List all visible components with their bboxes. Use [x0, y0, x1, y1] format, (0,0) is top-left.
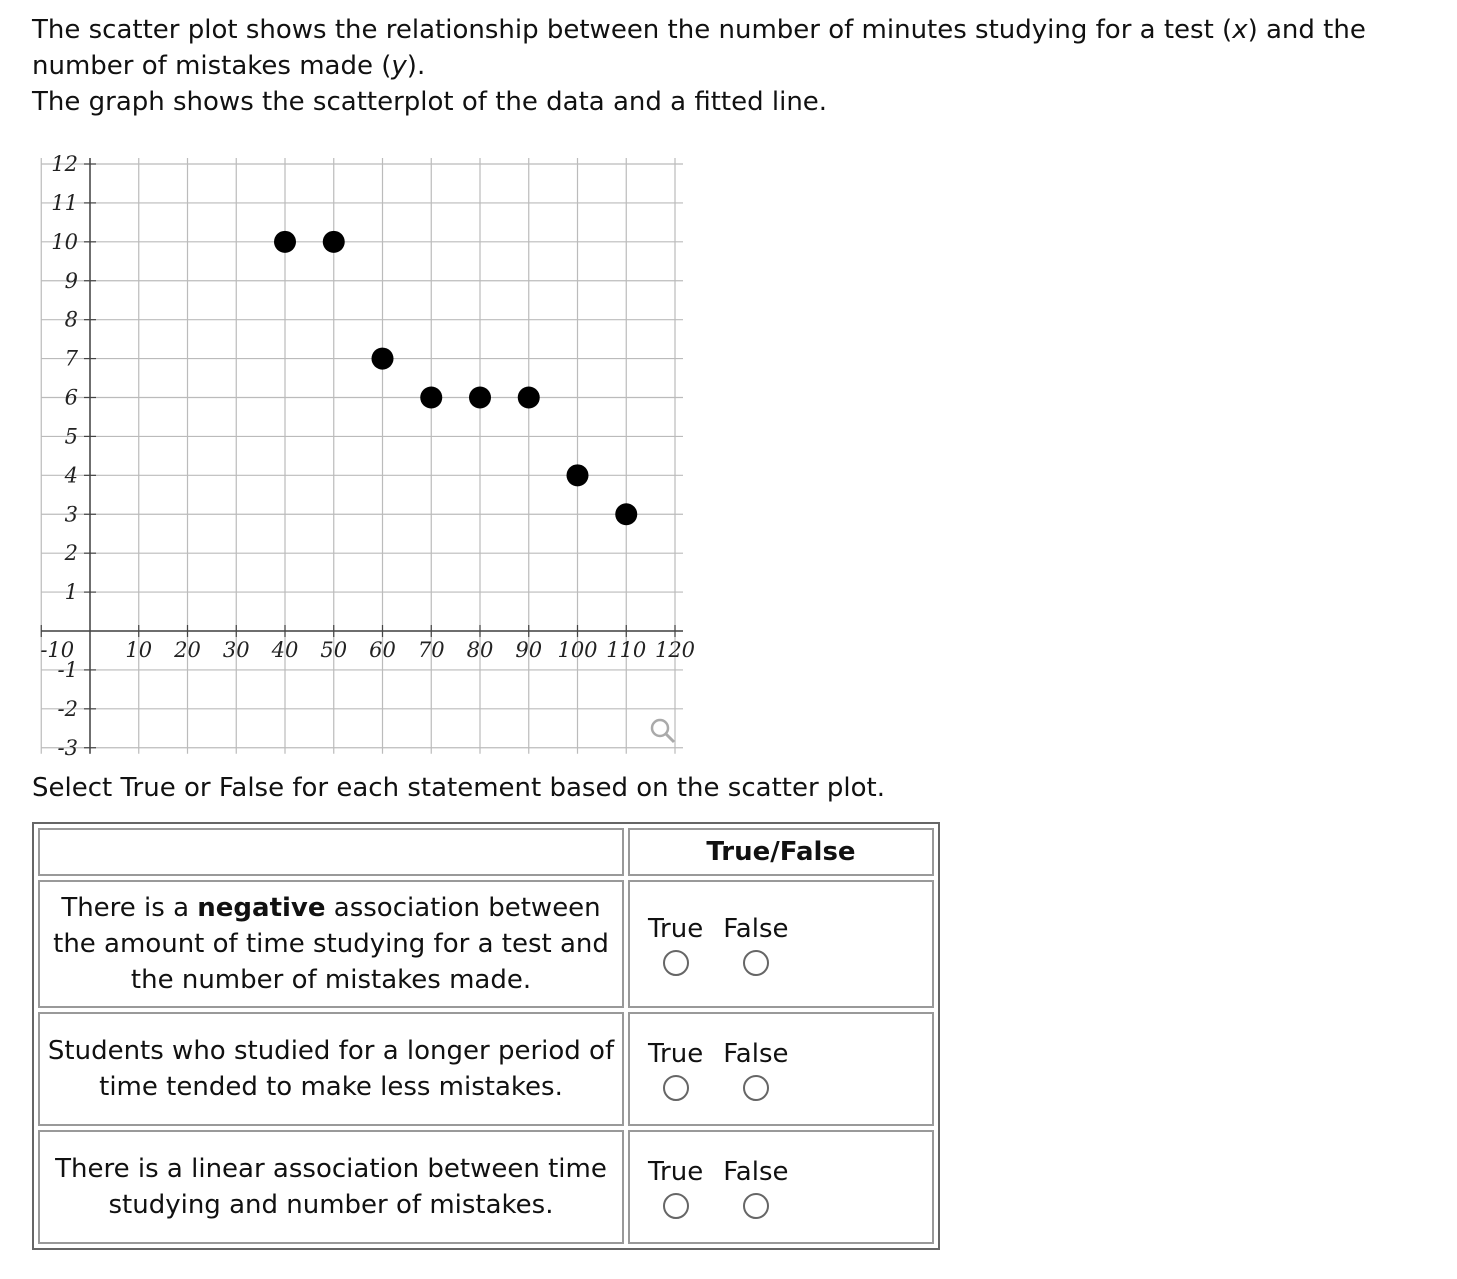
magnifier-icon[interactable]	[652, 720, 674, 742]
y-tick-label: -1	[57, 657, 78, 682]
x-tick-label: 50	[320, 638, 348, 662]
choices-2	[628, 1012, 934, 1126]
x-tick-label: 20	[174, 638, 201, 662]
y-tick-label: 7	[64, 346, 78, 371]
statement-1-false-option[interactable]: False	[723, 912, 788, 976]
statement-3-true-option[interactable]: True	[648, 1155, 703, 1219]
x-tick-label: 40	[271, 638, 299, 662]
data-point	[615, 503, 637, 525]
y-tick-label: 5	[64, 424, 78, 449]
choices-1	[628, 880, 934, 1008]
table-header-true-false: True/False	[628, 828, 934, 876]
x-tick-label: -10	[40, 638, 75, 662]
x-tick-label: 80	[466, 638, 494, 662]
y-tick-label: 11	[51, 190, 78, 215]
data-point	[518, 387, 540, 409]
data-point	[469, 387, 491, 409]
x-tick-label: 10	[125, 638, 153, 662]
x-tick-label: 120	[654, 638, 696, 662]
data-point	[372, 348, 394, 370]
data-point	[567, 464, 589, 486]
y-tick-label: 4	[64, 463, 78, 488]
statement-2-false-option[interactable]: False	[723, 1037, 788, 1101]
intro-line-2: The graph shows the scatterplot of the data and a fitted line.	[32, 87, 828, 117]
table-header-blank	[38, 828, 624, 876]
table-header-row	[38, 828, 934, 876]
x-tick-label: 30	[222, 638, 250, 662]
radio-true-1[interactable]	[663, 950, 689, 976]
table-row	[38, 1012, 934, 1126]
y-tick-label: 9	[64, 268, 78, 293]
scatter-plot	[28, 150, 696, 760]
statement-3: There is a linear association between time studying and number of mistakes.	[38, 1130, 624, 1244]
data-point	[274, 231, 296, 253]
statement-2-true-option[interactable]: True	[648, 1037, 703, 1101]
radio-false-3[interactable]	[743, 1193, 769, 1219]
true-false-table	[32, 822, 940, 1250]
y-tick-label: -2	[57, 696, 78, 721]
y-tick-label: 10	[51, 229, 78, 254]
y-tick-label: 8	[64, 307, 78, 332]
data-point	[323, 231, 345, 253]
radio-false-1[interactable]	[743, 950, 769, 976]
intro-line-1: The scatter plot shows the relationship between the number of minutes studying for a test (x) and the number of mistakes made (y).	[32, 15, 1366, 81]
choices-3	[628, 1130, 934, 1244]
table-row	[38, 880, 934, 1008]
statement-1: There is a negative association between the amount of time studying for a test and the number of mistakes made.	[38, 880, 624, 1008]
table-row	[38, 1130, 934, 1244]
x-tick-label: 70	[417, 638, 445, 662]
radio-true-2[interactable]	[663, 1075, 689, 1101]
radio-true-3[interactable]	[663, 1193, 689, 1219]
y-tick-label: 3	[64, 502, 78, 527]
y-tick-label: 1	[64, 580, 78, 605]
data-point	[420, 387, 442, 409]
x-tick-label: 60	[369, 638, 396, 662]
y-tick-label: -3	[57, 735, 78, 760]
x-tick-label: 110	[606, 638, 647, 662]
y-tick-label: 2	[64, 541, 78, 566]
problem-intro	[32, 12, 1442, 120]
radio-false-2[interactable]	[743, 1075, 769, 1101]
statement-2: Students who studied for a longer period of time tended to make less mistakes.	[38, 1012, 624, 1126]
x-tick-label: 100	[557, 638, 598, 662]
x-tick-label: 90	[515, 638, 543, 662]
y-tick-label: 12	[51, 152, 78, 176]
y-tick-label: 6	[64, 385, 78, 410]
instruction-text: Select True or False for each statement based on the scatter plot.	[32, 773, 885, 803]
statement-3-false-option[interactable]: False	[723, 1155, 788, 1219]
statement-1-true-option[interactable]: True	[648, 912, 703, 976]
